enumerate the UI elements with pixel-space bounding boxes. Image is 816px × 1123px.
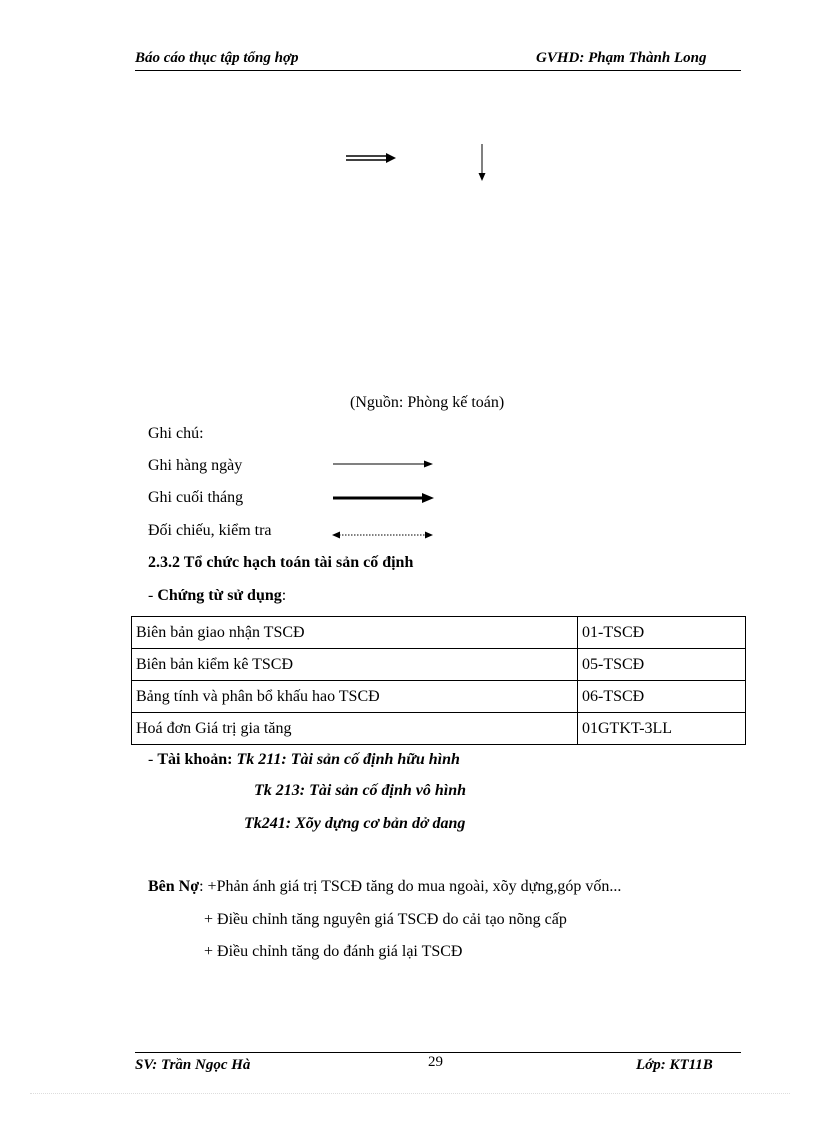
documents-table [131, 616, 746, 745]
accounts-line [148, 751, 460, 769]
double-right-arrow-icon [344, 151, 398, 165]
section-heading: 2.3.2 Tổ chức hạch toán tài sản cố định [148, 554, 414, 571]
debit-line [148, 878, 621, 896]
header-left: Báo cáo thục tập tổng hợp [135, 50, 299, 66]
legend-item-monthly-label: Ghi cuối tháng [148, 489, 244, 506]
legend-item-daily-label: Ghi hàng ngày [148, 457, 243, 474]
footer-right: Lớp: KT11B [636, 1057, 713, 1073]
document-name: Biên bản kiểm kê TSCĐ [132, 649, 578, 681]
page-edge-divider [30, 1093, 790, 1094]
account-241: Tk241: Xõy dựng cơ bản dở dang [244, 815, 466, 832]
table-row [132, 617, 746, 649]
table-row [132, 681, 746, 713]
document-name: Hoá đơn Giá trị gia tăng [132, 713, 578, 745]
table-row [132, 713, 746, 745]
header-right: GVHD: Phạm Thành Long [536, 50, 707, 66]
document-code: 06-TSCĐ [578, 681, 746, 713]
documents-line [148, 587, 286, 605]
thick-arrow-icon [332, 491, 436, 505]
down-arrow-icon [475, 143, 489, 183]
page-number: 29 [428, 1054, 443, 1070]
documents-suffix: : [281, 587, 287, 604]
document-code: 01-TSCĐ [578, 617, 746, 649]
dotted-double-arrow-icon [331, 529, 435, 541]
legend-title: Ghi chú: [148, 425, 204, 442]
debit-line-3: + Điều chỉnh tăng do đánh giá lại TSCĐ [204, 943, 463, 960]
source-note: (Nguồn: Phòng kế toán) [350, 394, 505, 411]
account-211: Tk 211: Tài sản cố định hữu hình [236, 751, 460, 768]
account-213: Tk 213: Tài sản cố định vô hình [254, 782, 467, 799]
debit-line-2: + Điều chỉnh tăng nguyên giá TSCĐ do cải tạo nõng cấp [204, 911, 567, 928]
debit-line-1: : +Phản ánh giá trị TSCĐ tăng do mua ngoài, xõy dựng,góp vốn... [199, 878, 622, 895]
table-row [132, 649, 746, 681]
thin-arrow-icon [332, 458, 436, 470]
debit-label: Bên Nợ [148, 878, 200, 895]
documents-label: Chứng từ sử dụng [157, 587, 282, 604]
accounts-prefix: - [148, 751, 158, 768]
documents-prefix: - [148, 587, 158, 604]
document-name: Bảng tính và phân bổ khấu hao TSCĐ [132, 681, 578, 713]
footer-rule [135, 1052, 741, 1053]
document-code: 05-TSCĐ [578, 649, 746, 681]
footer-left: SV: Trần Ngọc Hà [135, 1057, 251, 1073]
accounts-label: Tài khoản: [157, 751, 233, 768]
legend-item-check-label: Đối chiếu, kiểm tra [148, 522, 272, 539]
document-code: 01GTKT-3LL [578, 713, 746, 745]
document-name: Biên bản giao nhận TSCĐ [132, 617, 578, 649]
header-rule [135, 70, 741, 71]
